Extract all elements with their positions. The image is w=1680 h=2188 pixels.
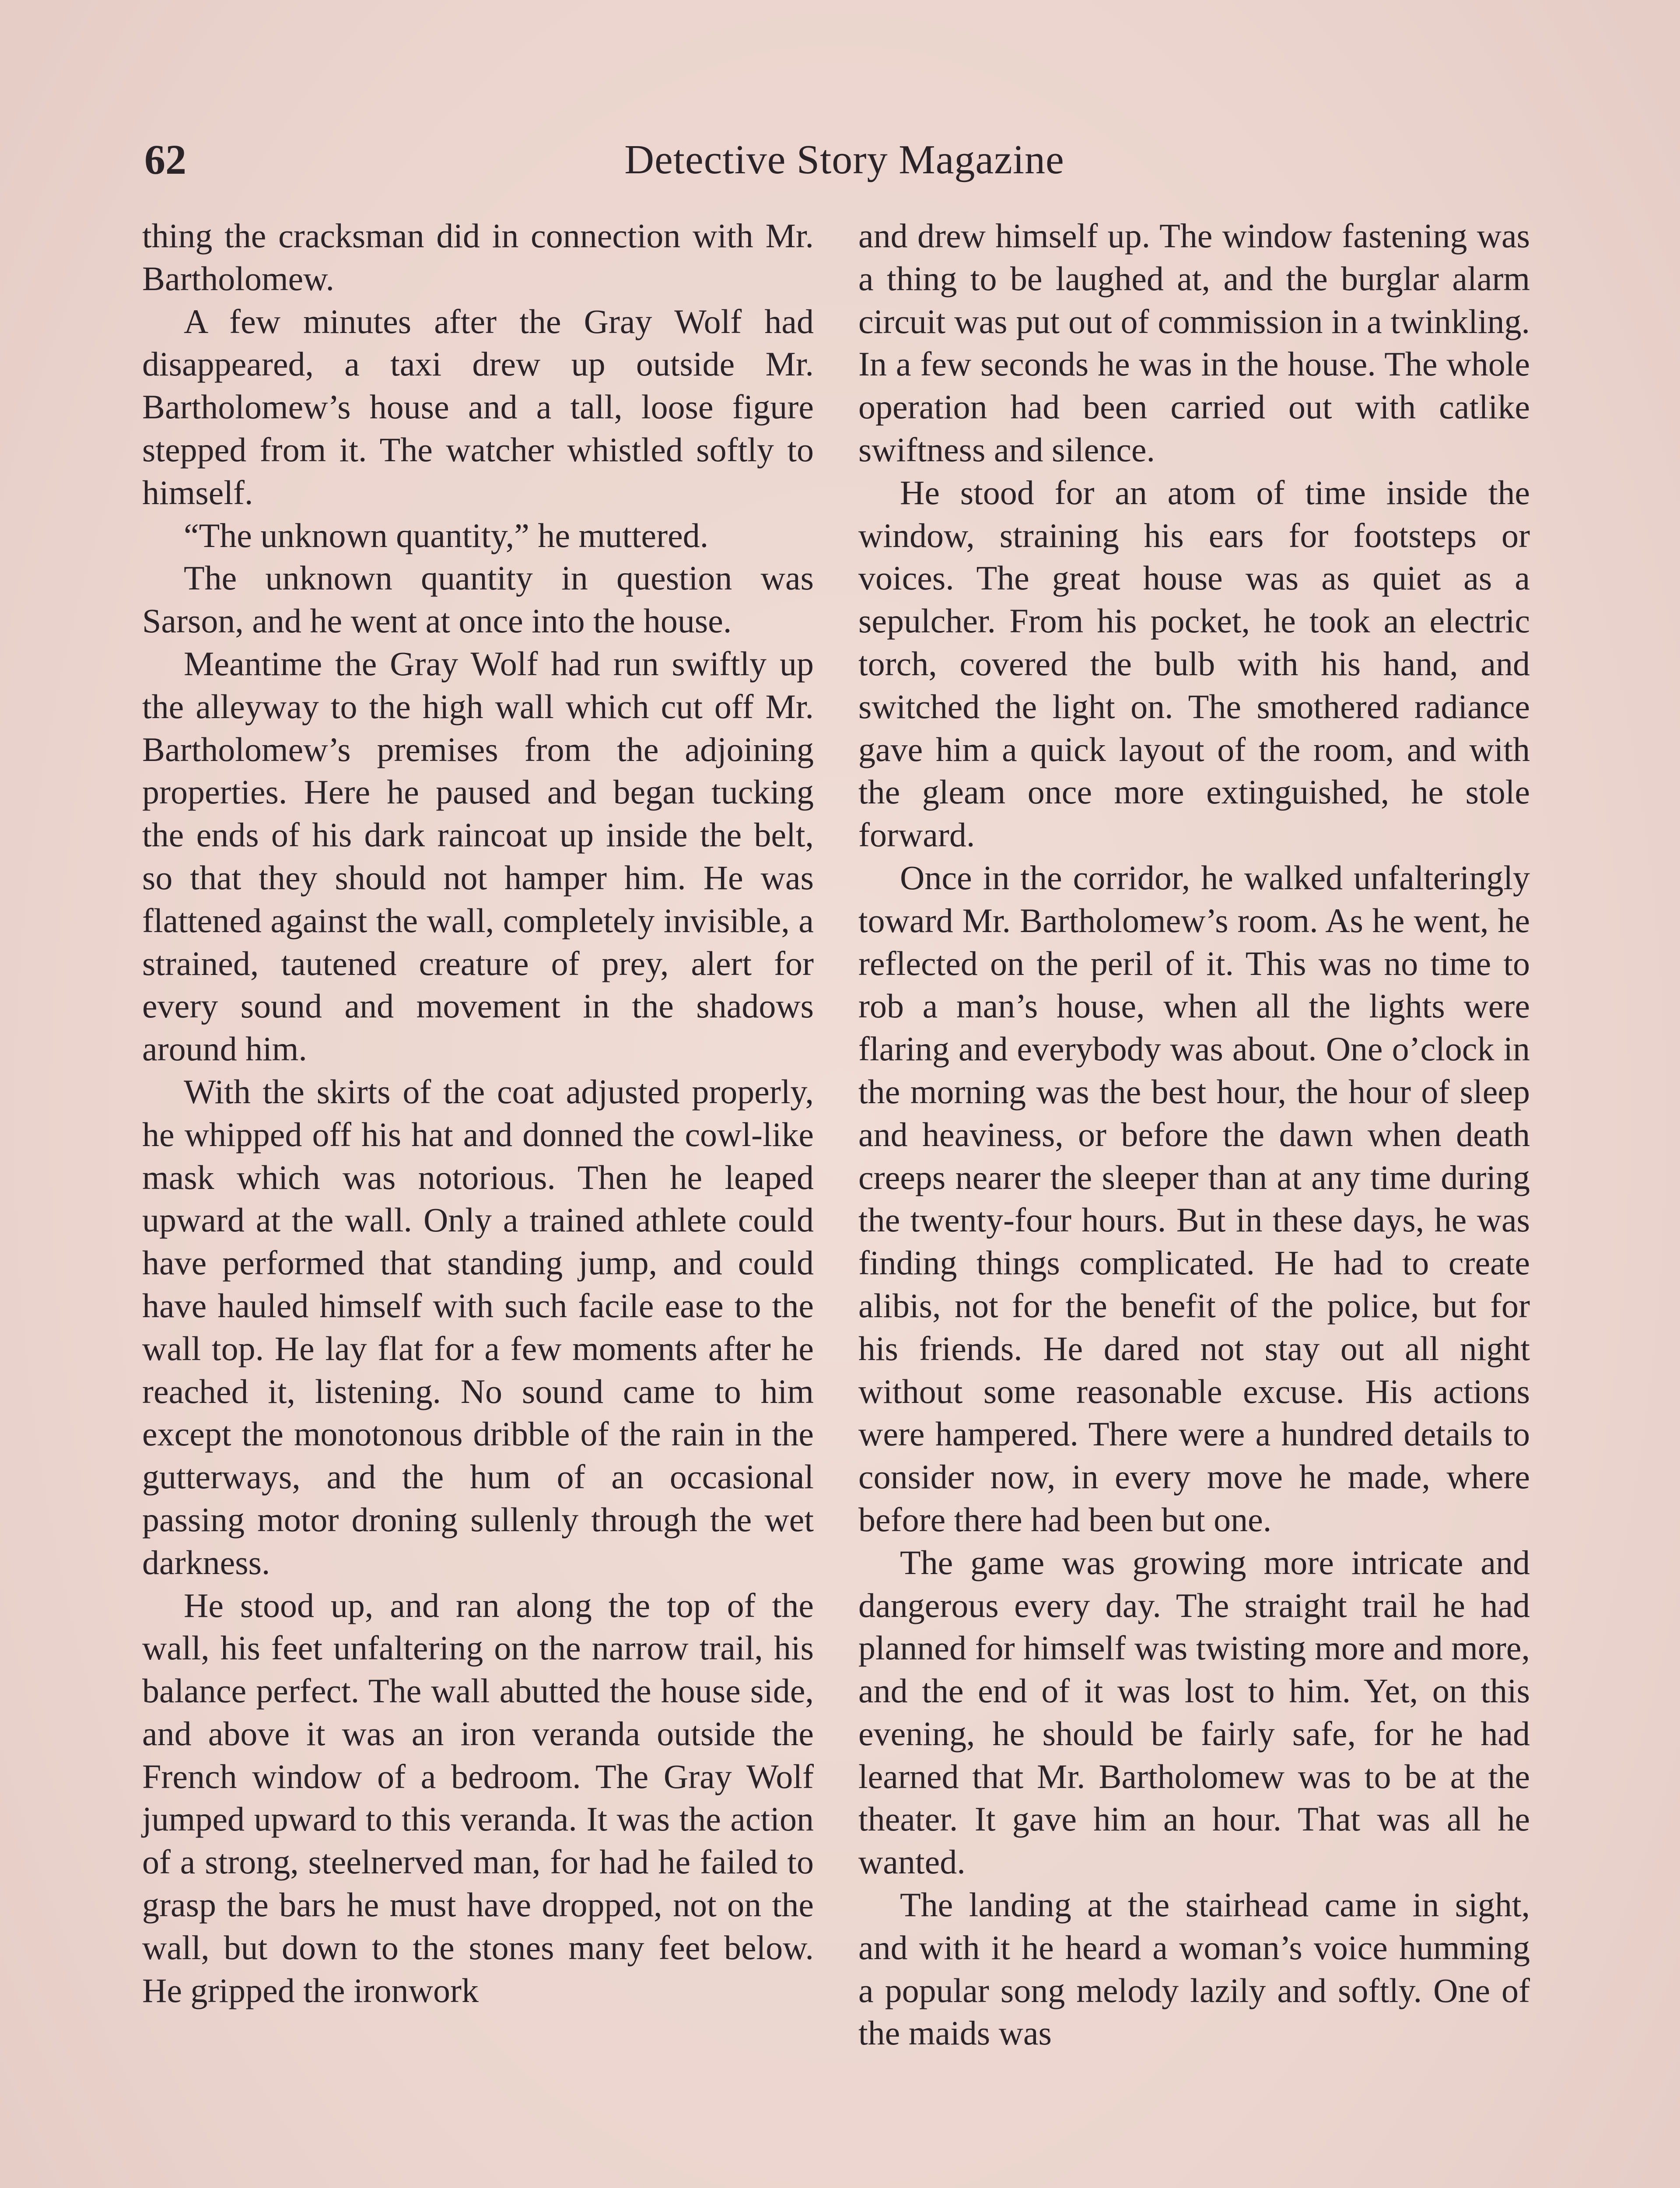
page-header	[144, 131, 1544, 188]
page-number: 62	[144, 136, 186, 183]
running-title: Detective Story Magazine	[624, 137, 1064, 182]
paragraph: thing the cracksman did in connection with Mr. Bartholomew.	[142, 217, 814, 298]
paragraph: Meantime the Gray Wolf had run swiftly up the alleyway to the high wall which cut off Mr. Bartholomew’s premises from the adjoining properties. Here he paused and began tucking the ends of his dark raincoat up inside the belt, so that they should not hamper him. He was flattened against the wall, completely invisible, a strained, tautened creature of prey, alert for every sound and movement in the shadows around him.	[142, 644, 814, 1068]
left-column	[142, 214, 814, 2012]
right-column	[858, 214, 1530, 2055]
paragraph: and drew himself up. The window fastening was a thing to be laughed at, and the burglar alarm circuit was put out of commission in a twinkling. In a few seconds he was in the house. The whole operation had been carried out with catlike swiftness and silence.	[858, 217, 1530, 469]
paragraph: He stood up, and ran along the top of the wall, his feet unfaltering on the narrow trail, his balance perfect. The wall abutted the house side, and above it was an iron veranda outside the French window of a bedroom. The Gray Wolf jumped upward to this veranda. It was the action of a strong, steelnerved man, for had he failed to grasp the bars he must have dropped, not on the wall, but down to the stones many feet below. He gripped the ironwork	[142, 1586, 814, 2009]
paragraph: He stood for an atom of time inside the window, straining his ears for footsteps or voices. The great house was as quiet as a sepulcher. From his pocket, he took an electric torch, covered the bulb with his hand, and switched the light on. The smothered radiance gave him a quick layout of the room, and with the gleam once more extinguished, he stole forward.	[858, 473, 1530, 854]
paragraph: The game was growing more intricate and dangerous every day. The straight trail he had planned for himself was twisting more and more, and the end of it was lost to him. Yet, on this evening, he should be fairly safe, for he had learned that Mr. Bartholomew was to be at the theater. It gave him an hour. That was all he wanted.	[858, 1543, 1530, 1881]
paragraph: Once in the corridor, he walked unfalteringly toward Mr. Bartholomew’s room. As he went, he reflected on the peril of it. This was no time to rob a man’s house, when all the lights were flaring and everybody was about. One o’clock in the morning was the best hour, the hour of sleep and heaviness, or before the dawn when death creeps nearer the sleeper than at any time during the twenty-four hours. But in these days, he was finding things complicated. He had to create alibis, not for the benefit of the police, but for his friends. He dared not stay out all night without some reasonable excuse. His actions were hampered. There were a hundred details to consider now, in every move he made, where before there had been but one.	[858, 858, 1530, 1539]
paragraph: The unknown quantity in question was Sarson, and he went at once into the house.	[142, 559, 814, 640]
paragraph: “The unknown quantity,” he muttered.	[184, 516, 709, 554]
paragraph: A few minutes after the Gray Wolf had disappeared, a taxi drew up outside Mr. Bartholomew’s house and a tall, loose figure stepped from it. The watcher whistled softly to himself.	[142, 302, 814, 512]
paragraph: The landing at the stairhead came in sight, and with it he heard a woman’s voice humming a popular song melody lazily and softly. One of the maids was	[858, 1886, 1530, 2052]
paragraph: With the skirts of the coat adjusted properly, he whipped off his hat and donned the cowl-like mask which was notorious. Then he leaped upward at the wall. Only a trained athlete could have performed that standing jump, and could have hauled himself with such facile ease to the wall top. He lay flat for a few moments after he reached it, listening. No sound came to him except the monotonous dribble of the rain in the gutterways, and the hum of an occasional passing motor droning sullenly through the wet darkness.	[142, 1072, 814, 1581]
